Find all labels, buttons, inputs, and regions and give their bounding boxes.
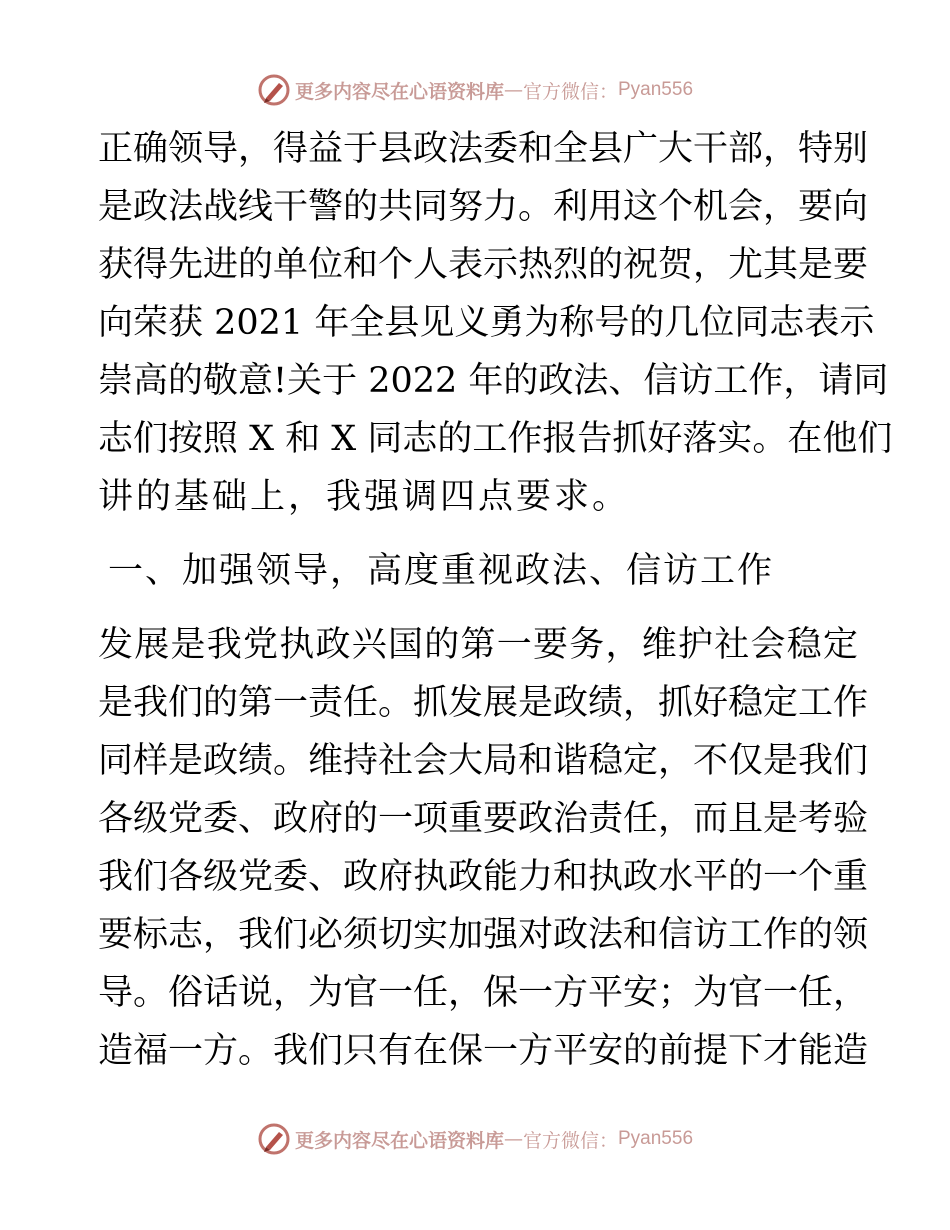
body-line-4: 向荣获 2021 年全县见义勇为称号的几位同志表示 [98, 303, 875, 343]
body-line-7: 讲的基础上，我强调四点要求。 [98, 477, 631, 517]
watermark-wechat-id: Pyan556 [618, 1128, 694, 1149]
paragraph2-line-2: 是我们的第一责任。抓发展是政绩，抓好稳定工作 [98, 683, 869, 723]
watermark-label: 官方微信： [522, 1129, 618, 1152]
body-line-2: 是政法战线干警的共同努力。利用这个机会，要向 [98, 187, 869, 227]
body-line-6: 志们按照 X 和 X 同志的工作报告抓好落实。在他们 [98, 419, 893, 459]
pen-logo-icon [257, 73, 291, 107]
pen-logo-icon [257, 1122, 291, 1156]
section-heading: 一、加强领导，高度重视政法、信访工作 [108, 551, 775, 591]
paragraph2-line-7: 导。俗话说，为官一任，保一方平安；为官一任， [98, 973, 869, 1013]
paragraph2-line-4: 各级党委、政府的一项重要政治责任，而且是考验 [98, 799, 869, 839]
watermark-text: 更多内容尽在心语资料库 [294, 80, 504, 103]
body-line-1: 正确领导，得益于县政法委和全县广大干部，特别 [98, 129, 869, 169]
body-line-5: 崇高的敬意!关于 2022 年的政法、信访工作，请同 [98, 361, 889, 401]
watermark-banner-bottom [0, 1119, 950, 1159]
watermark-text: 更多内容尽在心语资料库 [294, 1129, 504, 1152]
paragraph2-line-6: 要标志，我们必须切实加强对政法和信访工作的领 [98, 915, 869, 955]
paragraph2-line-8: 造福一方。我们只有在保一方平安的前提下才能造 [98, 1031, 869, 1071]
watermark-dash: — [503, 1128, 523, 1150]
paragraph2-line-3: 同样是政绩。维持社会大局和谐稳定，不仅是我们 [98, 741, 869, 781]
watermark-label: 官方微信： [522, 80, 618, 103]
paragraph2-line-1: 发展是我党执政兴国的第一要务，维护社会稳定 [98, 625, 858, 665]
watermark-banner-top [0, 70, 950, 110]
watermark-wechat-id: Pyan556 [618, 79, 694, 100]
paragraph2-line-5: 我们各级党委、政府执政能力和执政水平的一个重 [98, 857, 869, 897]
watermark-dash: — [503, 79, 523, 101]
body-line-3: 获得先进的单位和个人表示热烈的祝贺，尤其是要 [98, 245, 869, 285]
